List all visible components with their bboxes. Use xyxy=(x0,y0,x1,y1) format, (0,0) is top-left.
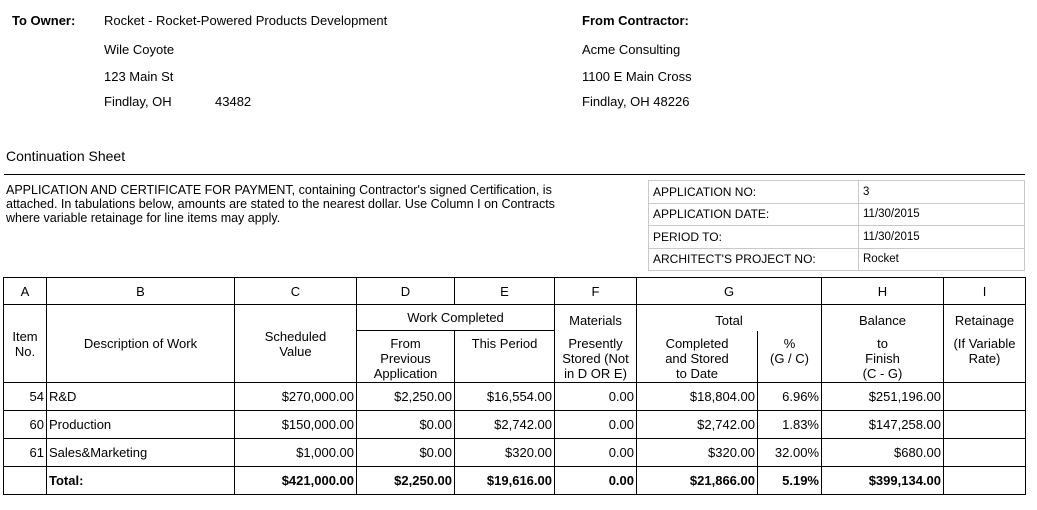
total-percent: 5.19% xyxy=(758,467,822,495)
retainage-value xyxy=(944,411,1026,439)
item-number: 60 xyxy=(4,411,47,439)
this-period-value: $16,554.00 xyxy=(455,383,555,411)
scheduled-value: $270,000.00 xyxy=(235,383,357,411)
owner-street: 123 Main St xyxy=(104,69,174,84)
owner-company: Rocket - Rocket-Powered Products Development xyxy=(104,13,388,28)
total-completed-header: Completed and Stored to Date xyxy=(637,331,758,383)
balance-value: $147,258.00 xyxy=(822,411,944,439)
from-previous-value: $2,250.00 xyxy=(357,383,455,411)
retainage-value xyxy=(944,439,1026,467)
work-description: R&D xyxy=(47,383,235,411)
column-letter: B xyxy=(47,278,235,305)
percent-value: 6.96% xyxy=(758,383,822,411)
application-description xyxy=(6,183,555,225)
completed-value: $2,742.00 xyxy=(637,411,758,439)
architect-project-no-label: ARCHITECT'S PROJECT NO: xyxy=(649,248,859,271)
total-materials: 0.00 xyxy=(555,467,637,495)
materials-value: 0.00 xyxy=(555,439,637,467)
column-letter: F xyxy=(555,278,637,305)
table-row xyxy=(4,411,1026,439)
column-letter: H xyxy=(822,278,944,305)
column-letter: A xyxy=(4,278,47,305)
balance-header: to Finish (C - G) xyxy=(822,331,944,383)
description-header: Description of Work xyxy=(47,305,235,383)
sheet-title: Continuation Sheet xyxy=(6,148,126,164)
from-previous-value: $0.00 xyxy=(357,439,455,467)
total-header-top: Total xyxy=(637,305,822,331)
description-line: where variable retainage for line items may apply. xyxy=(6,211,281,225)
application-info-row xyxy=(649,181,1025,204)
materials-header-top: Materials xyxy=(555,305,637,331)
column-letter: I xyxy=(944,278,1026,305)
application-date-value: 11/30/2015 xyxy=(859,203,1025,226)
scheduled-value-header: Scheduled Value xyxy=(235,305,357,383)
from-previous-value: $0.00 xyxy=(357,411,455,439)
architect-project-no-value: Rocket xyxy=(859,248,1025,271)
contractor-label: From Contractor: xyxy=(582,13,689,28)
work-description: Sales&Marketing xyxy=(47,439,235,467)
description-line: APPLICATION AND CERTIFICATE FOR PAYMENT, containing Contractor's signed Certification, is xyxy=(6,183,552,197)
completed-value: $18,804.00 xyxy=(637,383,758,411)
balance-value: $251,196.00 xyxy=(822,383,944,411)
column-letter: G xyxy=(637,278,822,305)
completed-value: $320.00 xyxy=(637,439,758,467)
column-letter-row xyxy=(4,278,1026,305)
scheduled-value: $1,000.00 xyxy=(235,439,357,467)
application-date-label: APPLICATION DATE: xyxy=(649,203,859,226)
balance-value: $680.00 xyxy=(822,439,944,467)
owner-label: To Owner: xyxy=(12,13,76,28)
owner-city-state: Findlay, OH xyxy=(104,94,172,109)
application-no-label: APPLICATION NO: xyxy=(649,181,859,204)
application-info-table xyxy=(648,180,1025,271)
application-info-row xyxy=(649,248,1025,271)
retainage-header: (If Variable Rate) xyxy=(944,331,1026,383)
contractor-company: Acme Consulting xyxy=(582,42,681,57)
period-to-value: 11/30/2015 xyxy=(859,226,1025,249)
work-description: Production xyxy=(47,411,235,439)
totals-label: Total: xyxy=(47,467,235,495)
materials-value: 0.00 xyxy=(555,411,637,439)
header-row-top xyxy=(4,305,1026,331)
owner-contact: Wile Coyote xyxy=(104,42,175,57)
percent-value: 1.83% xyxy=(758,411,822,439)
total-retainage xyxy=(944,467,1026,495)
total-from-previous: $2,250.00 xyxy=(357,467,455,495)
column-letter: E xyxy=(455,278,555,305)
column-letter: C xyxy=(235,278,357,305)
column-letter: D xyxy=(357,278,455,305)
application-no-value: 3 xyxy=(859,181,1025,204)
work-completed-header: Work Completed xyxy=(357,305,555,331)
total-this-period: $19,616.00 xyxy=(455,467,555,495)
total-completed: $21,866.00 xyxy=(637,467,758,495)
owner-zip: 43482 xyxy=(215,94,252,109)
retainage-value xyxy=(944,383,1026,411)
table-row xyxy=(4,383,1026,411)
contractor-city-state-zip: Findlay, OH 48226 xyxy=(582,94,690,109)
total-scheduled-value: $421,000.00 xyxy=(235,467,357,495)
item-no-header: Item No. xyxy=(4,305,47,383)
item-number: 54 xyxy=(4,383,47,411)
period-to-label: PERIOD TO: xyxy=(649,226,859,249)
table-row xyxy=(4,439,1026,467)
application-info-row xyxy=(649,226,1025,249)
from-previous-header: From Previous Application xyxy=(357,331,455,383)
balance-header-top: Balance xyxy=(822,305,944,331)
scheduled-value: $150,000.00 xyxy=(235,411,357,439)
percent-value: 32.00% xyxy=(758,439,822,467)
this-period-value: $2,742.00 xyxy=(455,411,555,439)
contractor-street: 1100 E Main Cross xyxy=(582,69,692,84)
materials-value: 0.00 xyxy=(555,383,637,411)
totals-item-blank xyxy=(4,467,47,495)
this-period-value: $320.00 xyxy=(455,439,555,467)
total-balance: $399,134.00 xyxy=(822,467,944,495)
title-rule xyxy=(4,174,1025,175)
continuation-table xyxy=(3,277,1026,495)
description-line: attached. In tabulations below, amounts are stated to the nearest dollar. Use Column I on Contracts xyxy=(6,197,555,211)
retainage-header-top: Retainage xyxy=(944,305,1026,331)
item-number: 61 xyxy=(4,439,47,467)
this-period-header: This Period xyxy=(455,331,555,383)
totals-row xyxy=(4,467,1026,495)
application-info-row xyxy=(649,203,1025,226)
materials-header: Presently Stored (Not in D OR E) xyxy=(555,331,637,383)
percent-header: % (G / C) xyxy=(758,331,822,383)
